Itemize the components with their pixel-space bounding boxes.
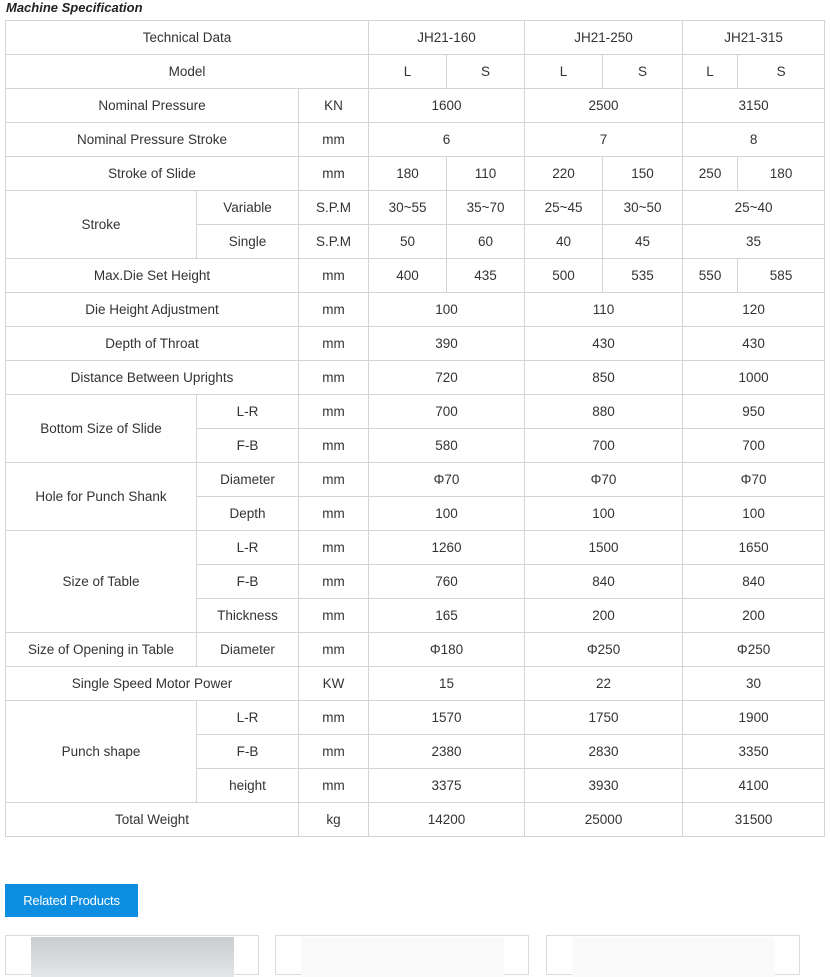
sub-label: F-B [197,565,299,599]
value-cell: 3930 [525,769,683,803]
sub-label: L-R [197,531,299,565]
value-cell: 535 [603,259,683,293]
value-cell: 720 [369,361,525,395]
value-cell: 850 [525,361,683,395]
value-cell: 3350 [683,735,825,769]
value-cell: 45 [603,225,683,259]
variant-cell: S [603,55,683,89]
table-row [6,21,825,55]
related-product-card[interactable] [275,935,529,975]
sub-label: Diameter [197,463,299,497]
table-row [6,123,825,157]
value-cell: 390 [369,327,525,361]
unit-cell: mm [299,769,369,803]
value-cell: 14200 [369,803,525,837]
value-cell: 25~40 [683,191,825,225]
value-cell: 500 [525,259,603,293]
value-cell: 220 [525,157,603,191]
sub-label: Thickness [197,599,299,633]
product-thumbnail[interactable] [301,937,504,977]
row-label: Stroke [6,191,197,259]
unit-cell: mm [299,463,369,497]
value-cell: 3150 [683,89,825,123]
row-label: Total Weight [6,803,299,837]
table-row [6,191,825,225]
table-row [6,701,825,735]
sub-label: Single [197,225,299,259]
value-cell: 700 [683,429,825,463]
unit-cell: mm [299,599,369,633]
value-cell: 430 [683,327,825,361]
table-row [6,55,825,89]
value-cell: 700 [525,429,683,463]
value-cell: 40 [525,225,603,259]
unit-cell: S.P.M [299,191,369,225]
unit-cell: KN [299,89,369,123]
row-label: Punch shape [6,701,197,803]
sub-label: Diameter [197,633,299,667]
table-row [6,463,825,497]
row-label: Distance Between Uprights [6,361,299,395]
unit-cell: mm [299,123,369,157]
spec-table [5,20,825,837]
table-row [6,667,825,701]
value-cell: 110 [447,157,525,191]
product-thumbnail[interactable] [31,937,234,977]
value-cell: 35~70 [447,191,525,225]
value-cell: 400 [369,259,447,293]
row-label: Hole for Punch Shank [6,463,197,531]
sub-label: height [197,769,299,803]
table-row [6,259,825,293]
header-model: JH21-250 [525,21,683,55]
value-cell: 4100 [683,769,825,803]
value-cell: 760 [369,565,525,599]
value-cell: 1500 [525,531,683,565]
unit-cell: mm [299,735,369,769]
value-cell: 1650 [683,531,825,565]
value-cell: Φ180 [369,633,525,667]
row-label: Single Speed Motor Power [6,667,299,701]
value-cell: 880 [525,395,683,429]
unit-cell: mm [299,701,369,735]
table-row [6,89,825,123]
value-cell: 30~55 [369,191,447,225]
sub-label: F-B [197,429,299,463]
value-cell: 2500 [525,89,683,123]
value-cell: 150 [603,157,683,191]
table-row [6,157,825,191]
table-row [6,327,825,361]
value-cell: 30 [683,667,825,701]
value-cell: 430 [525,327,683,361]
value-cell: 6 [369,123,525,157]
unit-cell: mm [299,361,369,395]
value-cell: 8 [683,123,825,157]
related-product-card[interactable] [546,935,800,975]
unit-cell: kg [299,803,369,837]
value-cell: Φ70 [369,463,525,497]
row-label: Nominal Pressure [6,89,299,123]
value-cell: 25~45 [525,191,603,225]
product-thumbnail[interactable] [572,937,775,977]
value-cell: 100 [369,293,525,327]
value-cell: 250 [683,157,738,191]
value-cell: 35 [683,225,825,259]
unit-cell: mm [299,633,369,667]
value-cell: 180 [369,157,447,191]
variant-cell: L [369,55,447,89]
value-cell: 840 [525,565,683,599]
unit-cell: mm [299,259,369,293]
value-cell: Φ250 [525,633,683,667]
unit-cell: mm [299,565,369,599]
table-row [6,361,825,395]
value-cell: 1260 [369,531,525,565]
value-cell: 60 [447,225,525,259]
table-row [6,803,825,837]
value-cell: 180 [738,157,825,191]
value-cell: 120 [683,293,825,327]
value-cell: 7 [525,123,683,157]
value-cell: 1750 [525,701,683,735]
sub-label: F-B [197,735,299,769]
value-cell: 15 [369,667,525,701]
value-cell: 50 [369,225,447,259]
row-label: Nominal Pressure Stroke [6,123,299,157]
value-cell: 110 [525,293,683,327]
row-label: Bottom Size of Slide [6,395,197,463]
value-cell: 165 [369,599,525,633]
section-title: Machine Specification [6,0,143,15]
header-model: JH21-160 [369,21,525,55]
value-cell: Φ70 [525,463,683,497]
value-cell: 30~50 [603,191,683,225]
unit-cell: mm [299,327,369,361]
header-model: JH21-315 [683,21,825,55]
row-label: Die Height Adjustment [6,293,299,327]
sub-label: Depth [197,497,299,531]
variant-cell: L [525,55,603,89]
variant-cell: L [683,55,738,89]
related-product-card[interactable] [5,935,259,975]
unit-cell: KW [299,667,369,701]
value-cell: 3375 [369,769,525,803]
value-cell: 2830 [525,735,683,769]
unit-cell: mm [299,497,369,531]
value-cell: 580 [369,429,525,463]
variant-cell: S [447,55,525,89]
value-cell: 1570 [369,701,525,735]
row-label: Depth of Throat [6,327,299,361]
value-cell: 1600 [369,89,525,123]
value-cell: 31500 [683,803,825,837]
related-products-tab[interactable]: Related Products [5,884,138,917]
row-label: Max.Die Set Height [6,259,299,293]
row-label: Stroke of Slide [6,157,299,191]
value-cell: Φ70 [683,463,825,497]
table-row [6,633,825,667]
unit-cell: mm [299,293,369,327]
value-cell: 585 [738,259,825,293]
unit-cell: mm [299,429,369,463]
value-cell: 1900 [683,701,825,735]
value-cell: 22 [525,667,683,701]
value-cell: 25000 [525,803,683,837]
table-row [6,531,825,565]
sub-label: L-R [197,701,299,735]
value-cell: 200 [525,599,683,633]
unit-cell: mm [299,531,369,565]
value-cell: 100 [369,497,525,531]
sub-label: L-R [197,395,299,429]
row-label: Size of Table [6,531,197,633]
unit-cell: mm [299,395,369,429]
value-cell: 2380 [369,735,525,769]
value-cell: 435 [447,259,525,293]
value-cell: 100 [683,497,825,531]
table-row [6,293,825,327]
header-technical-data: Technical Data [6,21,369,55]
sub-label: Variable [197,191,299,225]
row-label: Model [6,55,369,89]
value-cell: 700 [369,395,525,429]
variant-cell: S [738,55,825,89]
value-cell: 950 [683,395,825,429]
unit-cell: S.P.M [299,225,369,259]
unit-cell: mm [299,157,369,191]
value-cell: 1000 [683,361,825,395]
value-cell: 100 [525,497,683,531]
row-label: Size of Opening in Table [6,633,197,667]
value-cell: 550 [683,259,738,293]
table-row [6,395,825,429]
value-cell: Φ250 [683,633,825,667]
value-cell: 200 [683,599,825,633]
value-cell: 840 [683,565,825,599]
